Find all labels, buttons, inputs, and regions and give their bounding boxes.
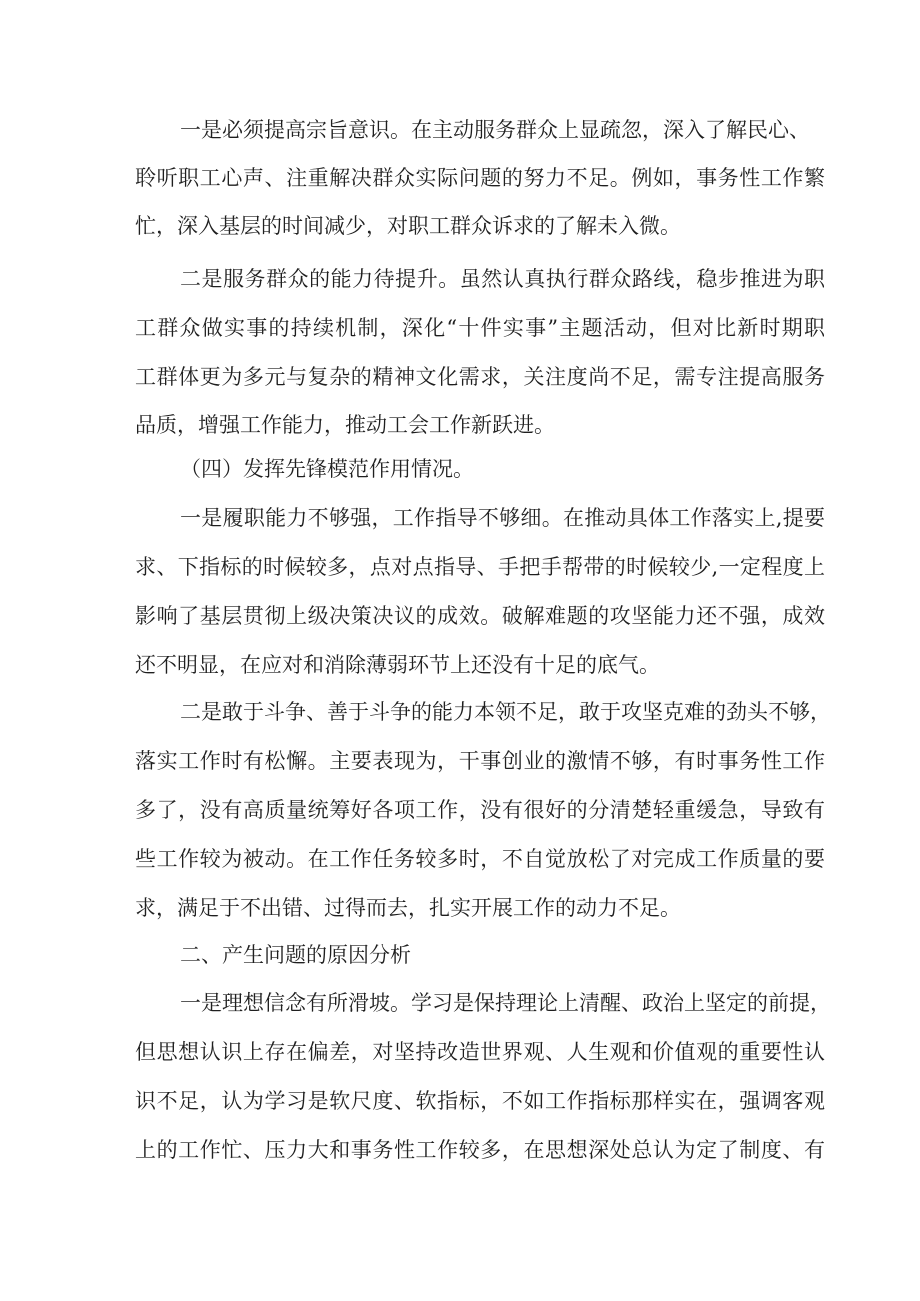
text-line: 落实工作时有松懈。主要表现为，干事创业的激情不够，有时事务性工作: [135, 749, 825, 773]
text-line: 二是敢于斗争、善于斗争的能力本领不足，敢于攻坚克难的劲头不够，: [180, 700, 831, 724]
section-heading: 二、产生问题的原因分析: [180, 943, 411, 967]
text-line: 上的工作忙、压力大和事务性工作较多，在思想深处总认为定了制度、有: [135, 1138, 825, 1162]
text-line: 品质，增强工作能力，推动工会工作新跃进。: [135, 413, 555, 437]
text-line: 工群体更为多元与复杂的精神文化需求，关注度尚不足，需专注提高服务: [135, 365, 825, 389]
text-line: 一是理想信念有所滑坡。学习是保持理论上清醒、政治上坚定的前提，: [180, 991, 831, 1015]
text-line: 一是履职能力不够强，工作指导不够细。在推动具体工作落实上,提要: [180, 506, 825, 530]
text-line: 影响了基层贯彻上级决策决议的成效。破解难题的攻坚能力还不强，成效: [135, 604, 825, 628]
text-line: 一是必须提高宗旨意识。在主动服务群众上显疏忽，深入了解民心、: [180, 118, 810, 142]
text-line: 但思想认识上存在偏差，对坚持改造世界观、人生观和价值观的重要性认: [135, 1040, 825, 1064]
text-line: 还不明显，在应对和消除薄弱环节上还没有十足的底气。: [135, 653, 660, 677]
text-line: 多了，没有高质量统筹好各项工作，没有很好的分清楚轻重缓急，导致有: [135, 798, 825, 822]
text-line: 二是服务群众的能力待提升。虽然认真执行群众路线，稳步推进为职: [180, 267, 825, 291]
text-line: 求，满足于不出错、过得而去，扎实开展工作的动力不足。: [135, 896, 681, 920]
text-line: 识不足，认为学习是软尺度、软指标，不如工作指标那样实在，强调客观: [135, 1089, 825, 1113]
text-line: 忙，深入基层的时间减少，对职工群众诉求的了解未入微。: [135, 214, 681, 238]
text-line: 聆听职工心声、注重解决群众实际问题的努力不足。例如，事务性工作繁: [135, 166, 825, 190]
text-line: 求、下指标的时候较多，点对点指导、手把手帮带的时候较少,一定程度上: [135, 555, 825, 579]
section-heading: （四）发挥先锋模范作用情况。: [180, 457, 474, 481]
text-line: 些工作较为被动。在工作任务较多时，不自觉放松了对完成工作质量的要: [135, 847, 825, 871]
text-line: 工群众做实事的持续机制，深化“十件实事”主题活动，但对比新时期职: [135, 316, 825, 340]
